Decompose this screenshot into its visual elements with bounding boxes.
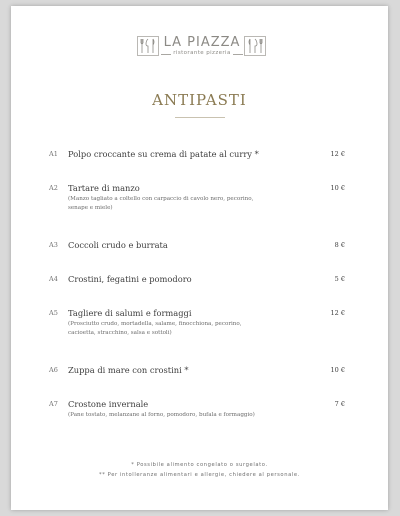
- restaurant-logo: [11, 32, 388, 60]
- allergy-note: ** Per intolleranze alimentari e allergie, chiedere al personale.: [99, 472, 300, 478]
- item-name: Crostini, fegatini e pomodoro: [68, 274, 192, 284]
- logo-subtitle-row: [161, 50, 243, 58]
- item-code: A7: [49, 400, 58, 408]
- item-code: A5: [49, 309, 58, 317]
- section-title: ANTIPASTI: [152, 91, 247, 109]
- item-code: A3: [49, 241, 58, 249]
- cutlery-icon: [244, 36, 266, 56]
- item-name: Coccoli crudo e burrata: [68, 240, 168, 250]
- item-name: Zuppa di mare con crostini *: [68, 365, 189, 375]
- item-price: 10 €: [330, 366, 345, 374]
- item-code: A6: [49, 366, 58, 374]
- frozen-note: * Possibile alimento congelato o surgelato.: [131, 462, 268, 468]
- footer-notes: [11, 462, 388, 482]
- item-description: (Pane tostato, melanzane al forno, pomodoro, bufala e formaggio): [68, 412, 255, 418]
- item-price: 5 €: [334, 275, 345, 283]
- item-name: Polpo croccante su crema di patate al curry *: [68, 149, 259, 159]
- item-name: Tartare di manzo: [68, 183, 140, 193]
- item-code: A1: [49, 150, 58, 158]
- item-price: 12 €: [330, 150, 345, 158]
- logo-name: LA PIAZZA: [163, 35, 241, 50]
- item-name: Crostone invernale: [68, 399, 149, 409]
- item-price: 12 €: [330, 309, 345, 317]
- logo-rule-right: [233, 54, 243, 55]
- title-divider: [175, 117, 225, 118]
- item-description: (Prosciutto crudo, mortadella, salame, finocchiona, pecorino, cacioetta, stracchino, salsa e sottoli): [68, 321, 242, 336]
- logo-subtitle: ristorante pizzeria: [173, 50, 231, 56]
- item-code: A2: [49, 184, 58, 192]
- item-price: 10 €: [330, 184, 345, 192]
- menu-page: [11, 6, 388, 510]
- item-price: 7 €: [334, 400, 345, 408]
- item-name: Tagliere di salumi e formaggi: [68, 308, 192, 318]
- item-price: 8 €: [334, 241, 345, 249]
- cutlery-icon: [137, 36, 159, 56]
- logo-rule-left: [161, 54, 171, 55]
- item-description: (Manzo tagliato a coltello con carpaccio di cavolo nero, pecorino, senape e miele): [68, 196, 254, 211]
- item-code: A4: [49, 275, 58, 283]
